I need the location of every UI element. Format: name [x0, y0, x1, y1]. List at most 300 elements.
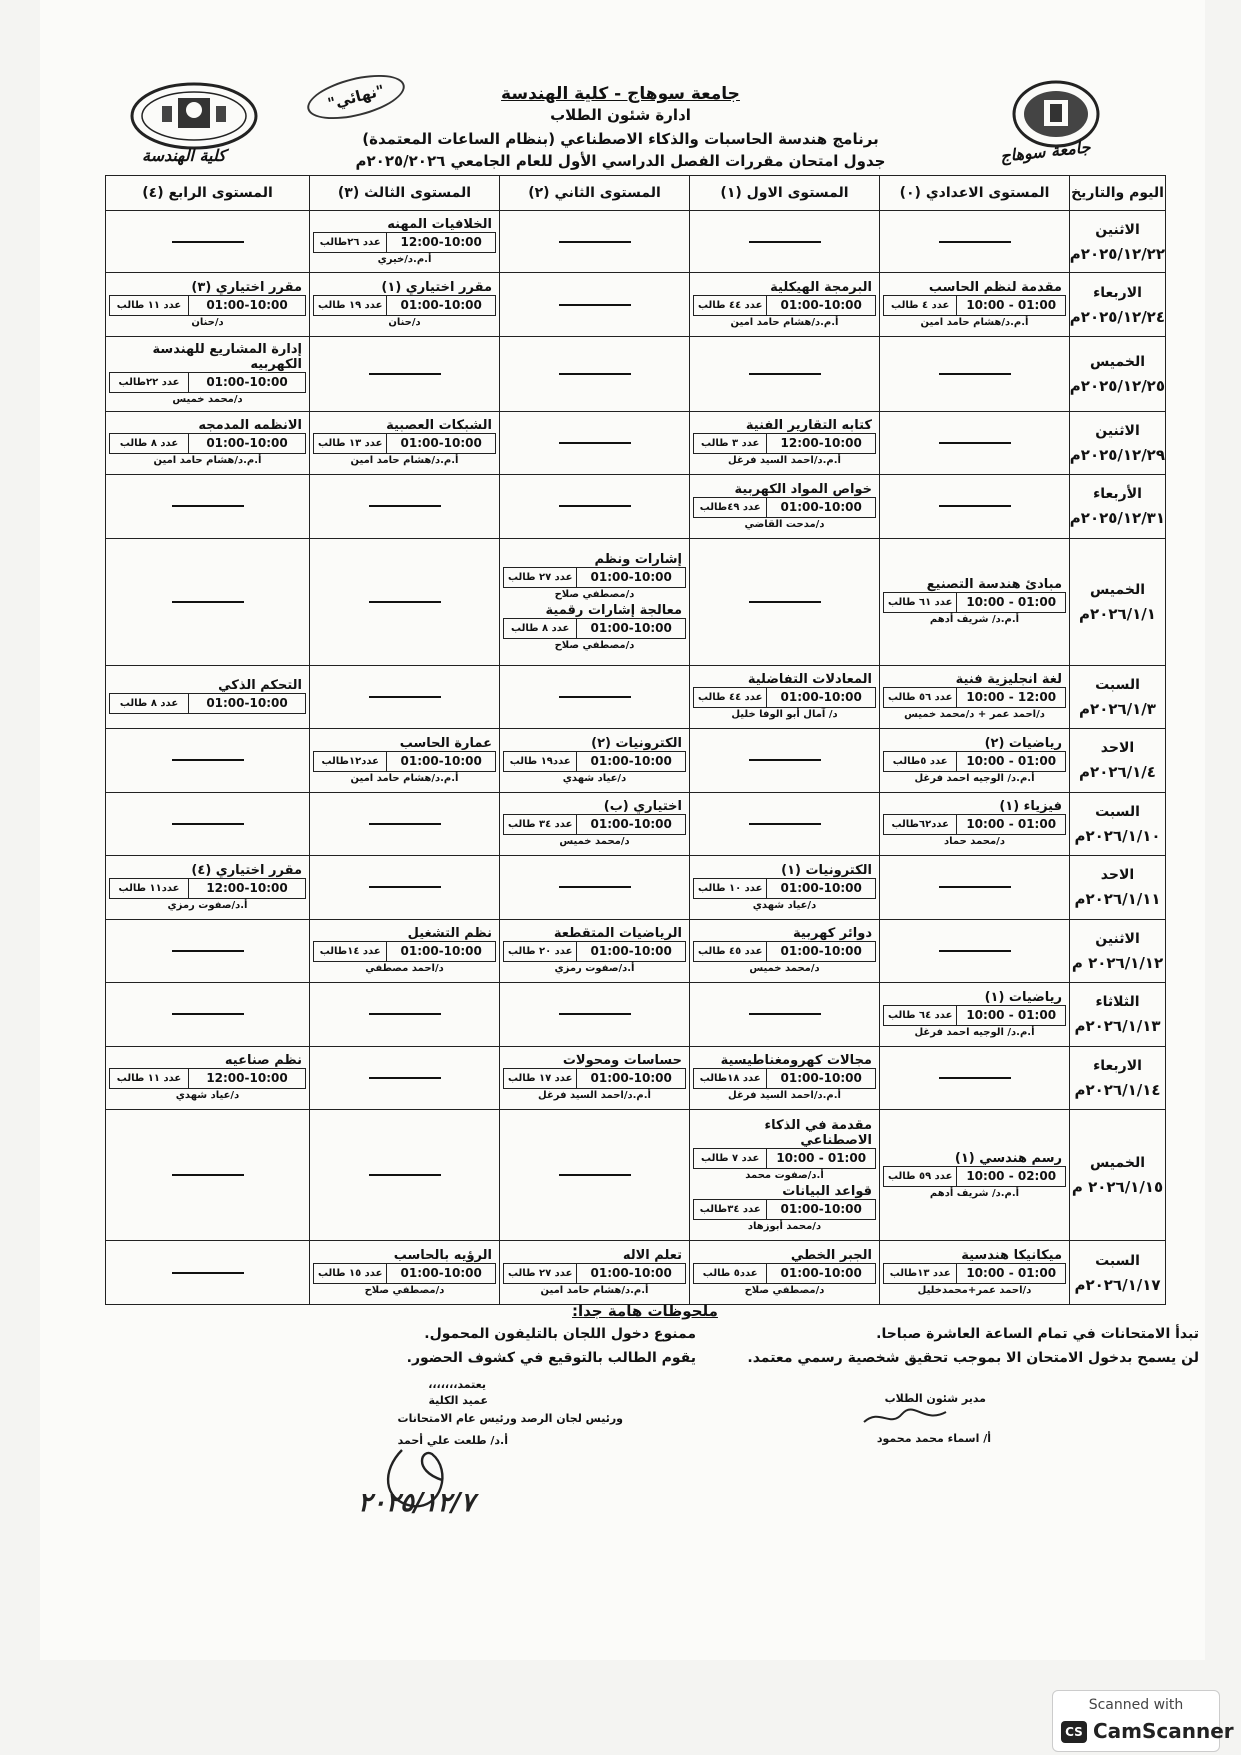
- exam-time: 01:00-10:00: [766, 1264, 875, 1283]
- no-exam-dash: [559, 442, 631, 444]
- level-2-cell: [500, 983, 690, 1047]
- day-name: الخميس: [1089, 581, 1146, 598]
- no-exam-dash: [749, 1013, 821, 1015]
- exam-time: 01:00-10:00: [766, 879, 875, 898]
- student-count: عدد ٣٤ طالب: [507, 819, 573, 831]
- exam-entry: [109, 677, 306, 717]
- table-row: [106, 336, 1166, 411]
- dean-role: ورئيس لجان الرصد ورئيس عام الامتحانات: [397, 1412, 623, 1425]
- instructor-name: د/محمد أبوزهاد: [747, 1220, 822, 1232]
- exam-entry: [313, 735, 496, 786]
- level-1-cell: [690, 211, 880, 273]
- table-row: [106, 856, 1166, 920]
- exam-time: 01:00-10:00: [766, 296, 875, 315]
- day-name: السبت: [1095, 1252, 1140, 1269]
- exam-time: 01:00-10:00: [576, 752, 685, 771]
- exam-entry: [883, 671, 1066, 722]
- header-day-date: اليوم والتاريخ: [1070, 176, 1166, 211]
- level-4-cell: [106, 336, 310, 411]
- table-row: [106, 211, 1166, 273]
- exam-time-count-row: [503, 751, 686, 772]
- instructor-name: أ.م.د/هشام حامد امين: [350, 772, 459, 784]
- exam-date: ٢٠٢٦/١/١١م: [1074, 890, 1161, 909]
- instructor-name: أ.م.د/احمد السيد فرغل: [538, 1090, 651, 1102]
- exam-time-count-row: [313, 295, 496, 316]
- program-title: برنامج هندسة الحاسبات والذكاء الاصطناعي (بنظام الساعات المعتمدة): [362, 130, 879, 148]
- no-exam-dash: [172, 1013, 244, 1015]
- level-0-cell: [880, 411, 1070, 475]
- instructor-name: د/مدحت القاضي: [744, 518, 825, 530]
- level-0-cell: [880, 475, 1070, 539]
- instructor-name: [109, 714, 306, 717]
- student-count: عدد ١٨طالب: [699, 1073, 761, 1085]
- level-3-cell: [310, 1046, 500, 1110]
- no-exam-dash: [559, 373, 631, 375]
- student-count: عدد٥ طالب: [702, 1268, 758, 1280]
- level-4-cell: [106, 1110, 310, 1241]
- level-3-cell: [310, 665, 500, 729]
- level-1-cell: [690, 665, 880, 729]
- exam-entry: [503, 1052, 686, 1103]
- no-exam-dash: [172, 950, 244, 952]
- level-4-cell: [106, 919, 310, 983]
- course-title: خواص المواد الكهربية: [734, 481, 872, 497]
- level-1-cell: [690, 983, 880, 1047]
- day-name: الاربعاء: [1093, 284, 1142, 301]
- level-2-cell: [500, 211, 690, 273]
- exam-entry: [503, 551, 686, 602]
- instructor-name: أ.د/صفوت رمزي: [167, 899, 248, 911]
- notes-title: ملحوظات هامة جدا:: [572, 1302, 718, 1320]
- department-title: ادارة شئون الطلاب: [550, 106, 691, 124]
- table-row: [106, 1241, 1166, 1305]
- no-exam-dash: [559, 304, 631, 306]
- no-exam-dash: [369, 823, 441, 825]
- level-1-cell: [690, 475, 880, 539]
- day-date-cell: [1070, 1241, 1166, 1305]
- no-exam-dash: [559, 1013, 631, 1015]
- exam-time-count-row: [693, 1199, 876, 1220]
- student-count: عدد ٢٦طالب: [319, 237, 381, 249]
- exam-date: ٢٠٢٦/١/١م: [1079, 604, 1156, 623]
- exam-time-count-row: [693, 941, 876, 962]
- no-exam-dash: [939, 1077, 1011, 1079]
- exam-time: 10:00 - 01:00: [956, 296, 1065, 315]
- level-2-cell: [500, 336, 690, 411]
- day-name: الاثنين: [1095, 221, 1140, 238]
- day-date-cell: [1070, 411, 1166, 475]
- level-1-cell: [690, 273, 880, 337]
- exam-time-count-row: [693, 687, 876, 708]
- level-2-cell: [500, 792, 690, 856]
- exam-time-count-row: [883, 814, 1066, 835]
- exam-entry: [693, 1183, 876, 1234]
- course-title: دوائر كهربية: [792, 926, 872, 942]
- no-exam-dash: [369, 373, 441, 375]
- exam-time: 01:00-10:00: [576, 619, 685, 638]
- instructor-name: د/محمد خميس: [559, 836, 630, 848]
- course-title: الرياضيات المتقطعة: [553, 926, 682, 942]
- exam-date: ٢٠٢٦/١/١٢ م: [1071, 953, 1164, 972]
- instructor-name: أ.م.د/هشام حامد امين: [540, 1285, 649, 1297]
- schedule-title: جدول امتحان مقررات الفصل الدراسي الأول للعام الجامعي ٢٠٢٥/٢٠٢٦م: [355, 152, 886, 170]
- day-name: الاثنين: [1095, 422, 1140, 439]
- course-title: مبادئ هندسة التصنيع: [926, 577, 1062, 593]
- course-title: رسم هندسي (١): [954, 1150, 1062, 1166]
- exam-time-count-row: [109, 878, 306, 899]
- level-0-cell: [880, 1110, 1070, 1241]
- exam-entry: [693, 925, 876, 976]
- instructor-name: أ.م.د/هشام حامد امين: [730, 317, 839, 329]
- day-date-cell: [1070, 729, 1166, 793]
- student-count: عدد ٤٩طالب: [699, 501, 761, 513]
- exam-entry: [883, 798, 1066, 849]
- level-4-cell: [106, 792, 310, 856]
- student-count: عدد ٦١ طالب: [887, 597, 953, 609]
- level-4-cell: [106, 1241, 310, 1305]
- level-0-cell: [880, 665, 1070, 729]
- student-count: عدد٦٢طالب: [891, 819, 949, 831]
- table-row: [106, 729, 1166, 793]
- exam-time: 10:00 - 01:00: [956, 1264, 1065, 1283]
- exam-time: 01:00-10:00: [766, 1069, 875, 1088]
- day-name: الأربعاء: [1093, 486, 1142, 503]
- student-count: عدد ١٩ طالب: [317, 300, 383, 312]
- exam-date: ٢٠٢٥/١٢/٢٤م: [1069, 307, 1165, 326]
- instructor-name: د/حنان: [191, 317, 224, 329]
- level-2-cell: [500, 273, 690, 337]
- table-row: [106, 1046, 1166, 1110]
- exam-entry: [883, 1150, 1066, 1201]
- exam-time-count-row: [313, 1263, 496, 1284]
- instructor-name: أ.م.د/ الوجيه احمد فرغل: [914, 1026, 1035, 1038]
- instructor-name: أ.م.د/احمد السيد فرغل: [728, 455, 841, 467]
- exam-entry: [693, 279, 876, 330]
- exam-entry: [693, 862, 876, 913]
- level-1-cell: [690, 1046, 880, 1110]
- header-level-1: المستوى الاول (١): [690, 176, 880, 211]
- exam-date: ٢٠٢٦/١/١٥ م: [1071, 1178, 1164, 1197]
- level-2-cell: [500, 1046, 690, 1110]
- day-date-cell: [1070, 983, 1166, 1047]
- level-3-cell: [310, 792, 500, 856]
- exam-entry: [109, 341, 306, 407]
- course-title: إدارة المشاريع للهندسة الكهربيه: [152, 341, 302, 372]
- day-date-cell: [1070, 792, 1166, 856]
- student-count: عدد ١٤طالب: [319, 946, 381, 958]
- student-count: عدد ٢٧ طالب: [507, 571, 573, 583]
- level-4-cell: [106, 983, 310, 1047]
- exam-date: ٢٠٢٦/١/١٣م: [1074, 1017, 1161, 1036]
- level-2-cell: [500, 1110, 690, 1241]
- exam-entry: [503, 602, 686, 653]
- exam-entry: [883, 279, 1066, 330]
- exam-entry: [503, 798, 686, 849]
- level-0-cell: [880, 729, 1070, 793]
- header-level-3: المستوى الثالث (٣): [310, 176, 500, 211]
- no-exam-dash: [939, 886, 1011, 888]
- no-exam-dash: [172, 823, 244, 825]
- level-1-cell: [690, 336, 880, 411]
- day-name: الاثنين: [1095, 930, 1140, 947]
- exam-time: 10:00 - 01:00: [956, 1006, 1065, 1025]
- instructor-name: د/احمد مصطفي: [365, 963, 444, 975]
- level-4-cell: [106, 475, 310, 539]
- student-count: عدد ١٧ طالب: [507, 1073, 573, 1085]
- course-title: مجالات كهرومغناطيسية: [720, 1053, 872, 1069]
- level-3-cell: [310, 475, 500, 539]
- exam-time: 10:00 - 01:00: [956, 752, 1065, 771]
- level-3-cell: [310, 856, 500, 920]
- header-level-2: المستوى الثاني (٢): [500, 176, 690, 211]
- course-title: مقدمة في الذكاء الاصطناعي: [764, 1117, 872, 1148]
- exam-entry: [693, 417, 876, 468]
- level-1-cell: [690, 538, 880, 665]
- level-1-cell: [690, 856, 880, 920]
- instructor-name: د/مصطفي صلاح: [364, 1285, 445, 1297]
- exam-entry: [693, 481, 876, 532]
- exam-entry: [503, 1247, 686, 1298]
- student-count: عدد ٥٦ طالب: [887, 692, 953, 704]
- exam-time: 10:00 - 01:00: [956, 593, 1065, 612]
- no-exam-dash: [369, 505, 441, 507]
- exam-time: 10:00 - 01:00: [956, 815, 1065, 834]
- student-count: عدد١٢طالب: [321, 755, 379, 767]
- exam-time-count-row: [883, 1166, 1066, 1187]
- exam-date: ٢٠٢٥/١٢/٢٢م: [1069, 244, 1165, 263]
- day-name: الاحد: [1100, 740, 1135, 757]
- exam-time: 10:00 - 01:00: [766, 1149, 875, 1168]
- course-title: حساسات ومحولات: [562, 1053, 682, 1069]
- level-2-cell: [500, 538, 690, 665]
- instructor-name: د/عياد شهدي: [175, 1090, 240, 1102]
- course-title: مقرر اختياري (٣): [191, 280, 302, 296]
- instructor-name: أ.م.د/هشام حامد امين: [920, 317, 1029, 329]
- exam-entry: [313, 279, 496, 330]
- student-count: عدد ٤٤ طالب: [697, 692, 763, 704]
- university-logo-caption: جامعة سوهاج: [999, 137, 1092, 166]
- course-title: لغة انجليزية فنية: [955, 672, 1062, 688]
- no-exam-dash: [749, 373, 821, 375]
- level-2-cell: [500, 729, 690, 793]
- exam-time: 12:00-10:00: [188, 879, 305, 898]
- course-title: معالجة إشارات رقمية: [545, 602, 682, 618]
- no-exam-dash: [749, 241, 821, 243]
- camscanner-brand: CamScanner: [1093, 1719, 1234, 1743]
- course-title: رياضيات (٢): [984, 735, 1062, 751]
- level-1-cell: [690, 729, 880, 793]
- level-4-cell: [106, 538, 310, 665]
- student-count: عدد ٤٤ طالب: [697, 300, 763, 312]
- student-count: عدد ١٣طالب: [889, 1268, 951, 1280]
- table-row: [106, 665, 1166, 729]
- director-signature: [860, 1404, 950, 1430]
- table-row: [106, 475, 1166, 539]
- no-exam-dash: [939, 241, 1011, 243]
- student-count: عدد ٥٩ طالب: [887, 1170, 953, 1182]
- no-exam-dash: [559, 241, 631, 243]
- course-title: اختياري (ب): [603, 799, 682, 815]
- day-name: الخميس: [1089, 353, 1146, 370]
- level-3-cell: [310, 538, 500, 665]
- level-1-cell: [690, 411, 880, 475]
- course-title: الكترونيات (٢): [591, 735, 682, 751]
- course-title: فيزياء (١): [999, 799, 1062, 815]
- level-0-cell: [880, 211, 1070, 273]
- instructor-name: د/احمد عمر+محمدخليل: [917, 1285, 1032, 1297]
- student-count: عدد ٣ طالب: [701, 438, 760, 450]
- exam-time: 01:00-10:00: [188, 296, 305, 315]
- level-1-cell: [690, 792, 880, 856]
- level-0-cell: [880, 856, 1070, 920]
- exam-entry: [109, 417, 306, 468]
- dean-name: أ.د/ طلعت علي أحمد: [397, 1434, 508, 1447]
- no-exam-dash: [559, 696, 631, 698]
- level-2-cell: [500, 665, 690, 729]
- level-0-cell: [880, 1241, 1070, 1305]
- exam-time: 01:00-10:00: [576, 1069, 685, 1088]
- day-date-cell: [1070, 1046, 1166, 1110]
- exam-entry: [503, 925, 686, 976]
- exam-entry: [693, 671, 876, 722]
- exam-time-count-row: [313, 751, 496, 772]
- level-3-cell: [310, 211, 500, 273]
- no-exam-dash: [172, 241, 244, 243]
- level-3-cell: [310, 729, 500, 793]
- exam-time: 12:00-10:00: [386, 233, 495, 252]
- level-0-cell: [880, 792, 1070, 856]
- day-date-cell: [1070, 273, 1166, 337]
- final-stamp: "نهائي": [303, 66, 409, 127]
- table-row: [106, 538, 1166, 665]
- day-name: الثلاثاء: [1095, 994, 1140, 1011]
- exam-time-count-row: [883, 1263, 1066, 1284]
- student-count: عدد١١ طالب: [118, 882, 180, 894]
- student-count: عدد ٨ طالب: [511, 622, 570, 634]
- instructor-name: د/عياد شهدي: [752, 899, 817, 911]
- table-row: [106, 792, 1166, 856]
- exam-time-count-row: [109, 693, 306, 714]
- level-1-cell: [690, 919, 880, 983]
- note-start-time: تبدأ الامتحانات في تمام الساعة العاشرة صباحا.: [876, 1326, 1199, 1342]
- student-count: عدد ٢٧ طالب: [507, 1268, 573, 1280]
- exam-entry: [693, 1247, 876, 1298]
- instructor-name: د/احمد عمر + د/محمد خميس: [904, 709, 1045, 721]
- course-title: البرمجة الهيكلية: [770, 280, 872, 296]
- header-level-4: المستوى الرابع (٤): [106, 176, 310, 211]
- no-exam-dash: [939, 505, 1011, 507]
- no-exam-dash: [369, 601, 441, 603]
- day-date-cell: [1070, 475, 1166, 539]
- exam-time-count-row: [313, 433, 496, 454]
- level-2-cell: [500, 475, 690, 539]
- header-level-0: المستوى الاعدادي (٠): [880, 176, 1070, 211]
- exam-time: 10:00 - 02:00: [956, 1167, 1065, 1186]
- exam-time: 01:00-10:00: [766, 498, 875, 517]
- table-header-row: [106, 176, 1166, 211]
- course-title: الشبكات العصبية: [386, 418, 492, 434]
- course-title: الخلافيات المهنه: [387, 217, 492, 233]
- exam-time-count-row: [883, 1005, 1066, 1026]
- exam-entry: [883, 576, 1066, 627]
- level-2-cell: [500, 919, 690, 983]
- exam-time-count-row: [313, 232, 496, 253]
- level-3-cell: [310, 411, 500, 475]
- course-title: الانظمه المدمجه: [198, 418, 302, 434]
- exam-time-count-row: [693, 1148, 876, 1169]
- instructor-name: د/مصطفي صلاح: [554, 639, 635, 651]
- instructor-name: أ.م.د/خيري: [377, 254, 432, 266]
- exam-time-count-row: [883, 295, 1066, 316]
- level-3-cell: [310, 273, 500, 337]
- exam-time-count-row: [109, 372, 306, 393]
- table-row: [106, 919, 1166, 983]
- student-count: عدد ١٠ طالب: [697, 882, 763, 894]
- table-row: [106, 411, 1166, 475]
- day-date-cell: [1070, 856, 1166, 920]
- instructor-name: د/محمد خميس: [172, 393, 243, 405]
- camscanner-logo-icon: CS: [1061, 1721, 1087, 1743]
- level-3-cell: [310, 336, 500, 411]
- exam-entry: [313, 417, 496, 468]
- instructor-name: أ.م.د/هشام حامد امين: [153, 455, 262, 467]
- instructor-name: د/محمد خميس: [749, 963, 820, 975]
- note-id-required: لن يسمح بدخول الامتحان الا بموجب تحقيق شخصية رسمي معتمد.: [747, 1350, 1199, 1366]
- student-count: عدد١٩ طالب: [509, 755, 571, 767]
- exam-entry: [109, 862, 306, 913]
- exam-entry: [883, 1247, 1066, 1298]
- course-title: كتابه التقارير الفنية: [745, 418, 872, 434]
- exam-date: ٢٠٢٦/١/١٤م: [1074, 1080, 1161, 1099]
- level-3-cell: [310, 1110, 500, 1241]
- exam-date: ٢٠٢٥/١٢/٢٩م: [1069, 445, 1165, 464]
- no-exam-dash: [559, 505, 631, 507]
- exam-time-count-row: [503, 1263, 686, 1284]
- scanned-with-label: Scanned with: [1088, 1697, 1184, 1713]
- exam-date: ٢٠٢٥/١٢/٢٥م: [1069, 376, 1165, 395]
- exam-entry: [693, 1117, 876, 1183]
- exam-entry: [503, 735, 686, 786]
- no-exam-dash: [172, 759, 244, 761]
- no-exam-dash: [172, 505, 244, 507]
- exam-date: ٢٠٢٦/١/١٧م: [1074, 1275, 1161, 1294]
- note-no-phones: ممنوع دخول اللجان بالتليفون المحمول.: [424, 1326, 696, 1342]
- level-4-cell: [106, 856, 310, 920]
- level-0-cell: [880, 983, 1070, 1047]
- exam-time: 01:00-10:00: [576, 568, 685, 587]
- instructor-name: أ.د/صفوت محمد: [745, 1169, 824, 1181]
- day-date-cell: [1070, 665, 1166, 729]
- course-title: الرؤيه بالحاسب: [393, 1248, 492, 1264]
- exam-time-count-row: [503, 1068, 686, 1089]
- note-attendance-sign: يقوم الطالب بالتوقيع في كشوف الحضور.: [406, 1350, 696, 1366]
- student-count: عدد ٤٥ طالب: [697, 946, 763, 958]
- exam-time-count-row: [883, 751, 1066, 772]
- level-2-cell: [500, 1241, 690, 1305]
- exam-time: 01:00-10:00: [576, 815, 685, 834]
- day-date-cell: [1070, 919, 1166, 983]
- level-0-cell: [880, 538, 1070, 665]
- level-0-cell: [880, 919, 1070, 983]
- level-4-cell: [106, 211, 310, 273]
- no-exam-dash: [369, 1174, 441, 1176]
- instructor-name: أ.م.د/احمد السيد فرغل: [728, 1090, 841, 1102]
- course-title: المعادلات التفاضلية: [747, 672, 872, 688]
- level-4-cell: [106, 411, 310, 475]
- exam-date: ٢٠٢٦/١/٣م: [1079, 699, 1156, 718]
- exam-entry: [109, 1052, 306, 1103]
- course-title: إشارات ونظم: [594, 551, 682, 567]
